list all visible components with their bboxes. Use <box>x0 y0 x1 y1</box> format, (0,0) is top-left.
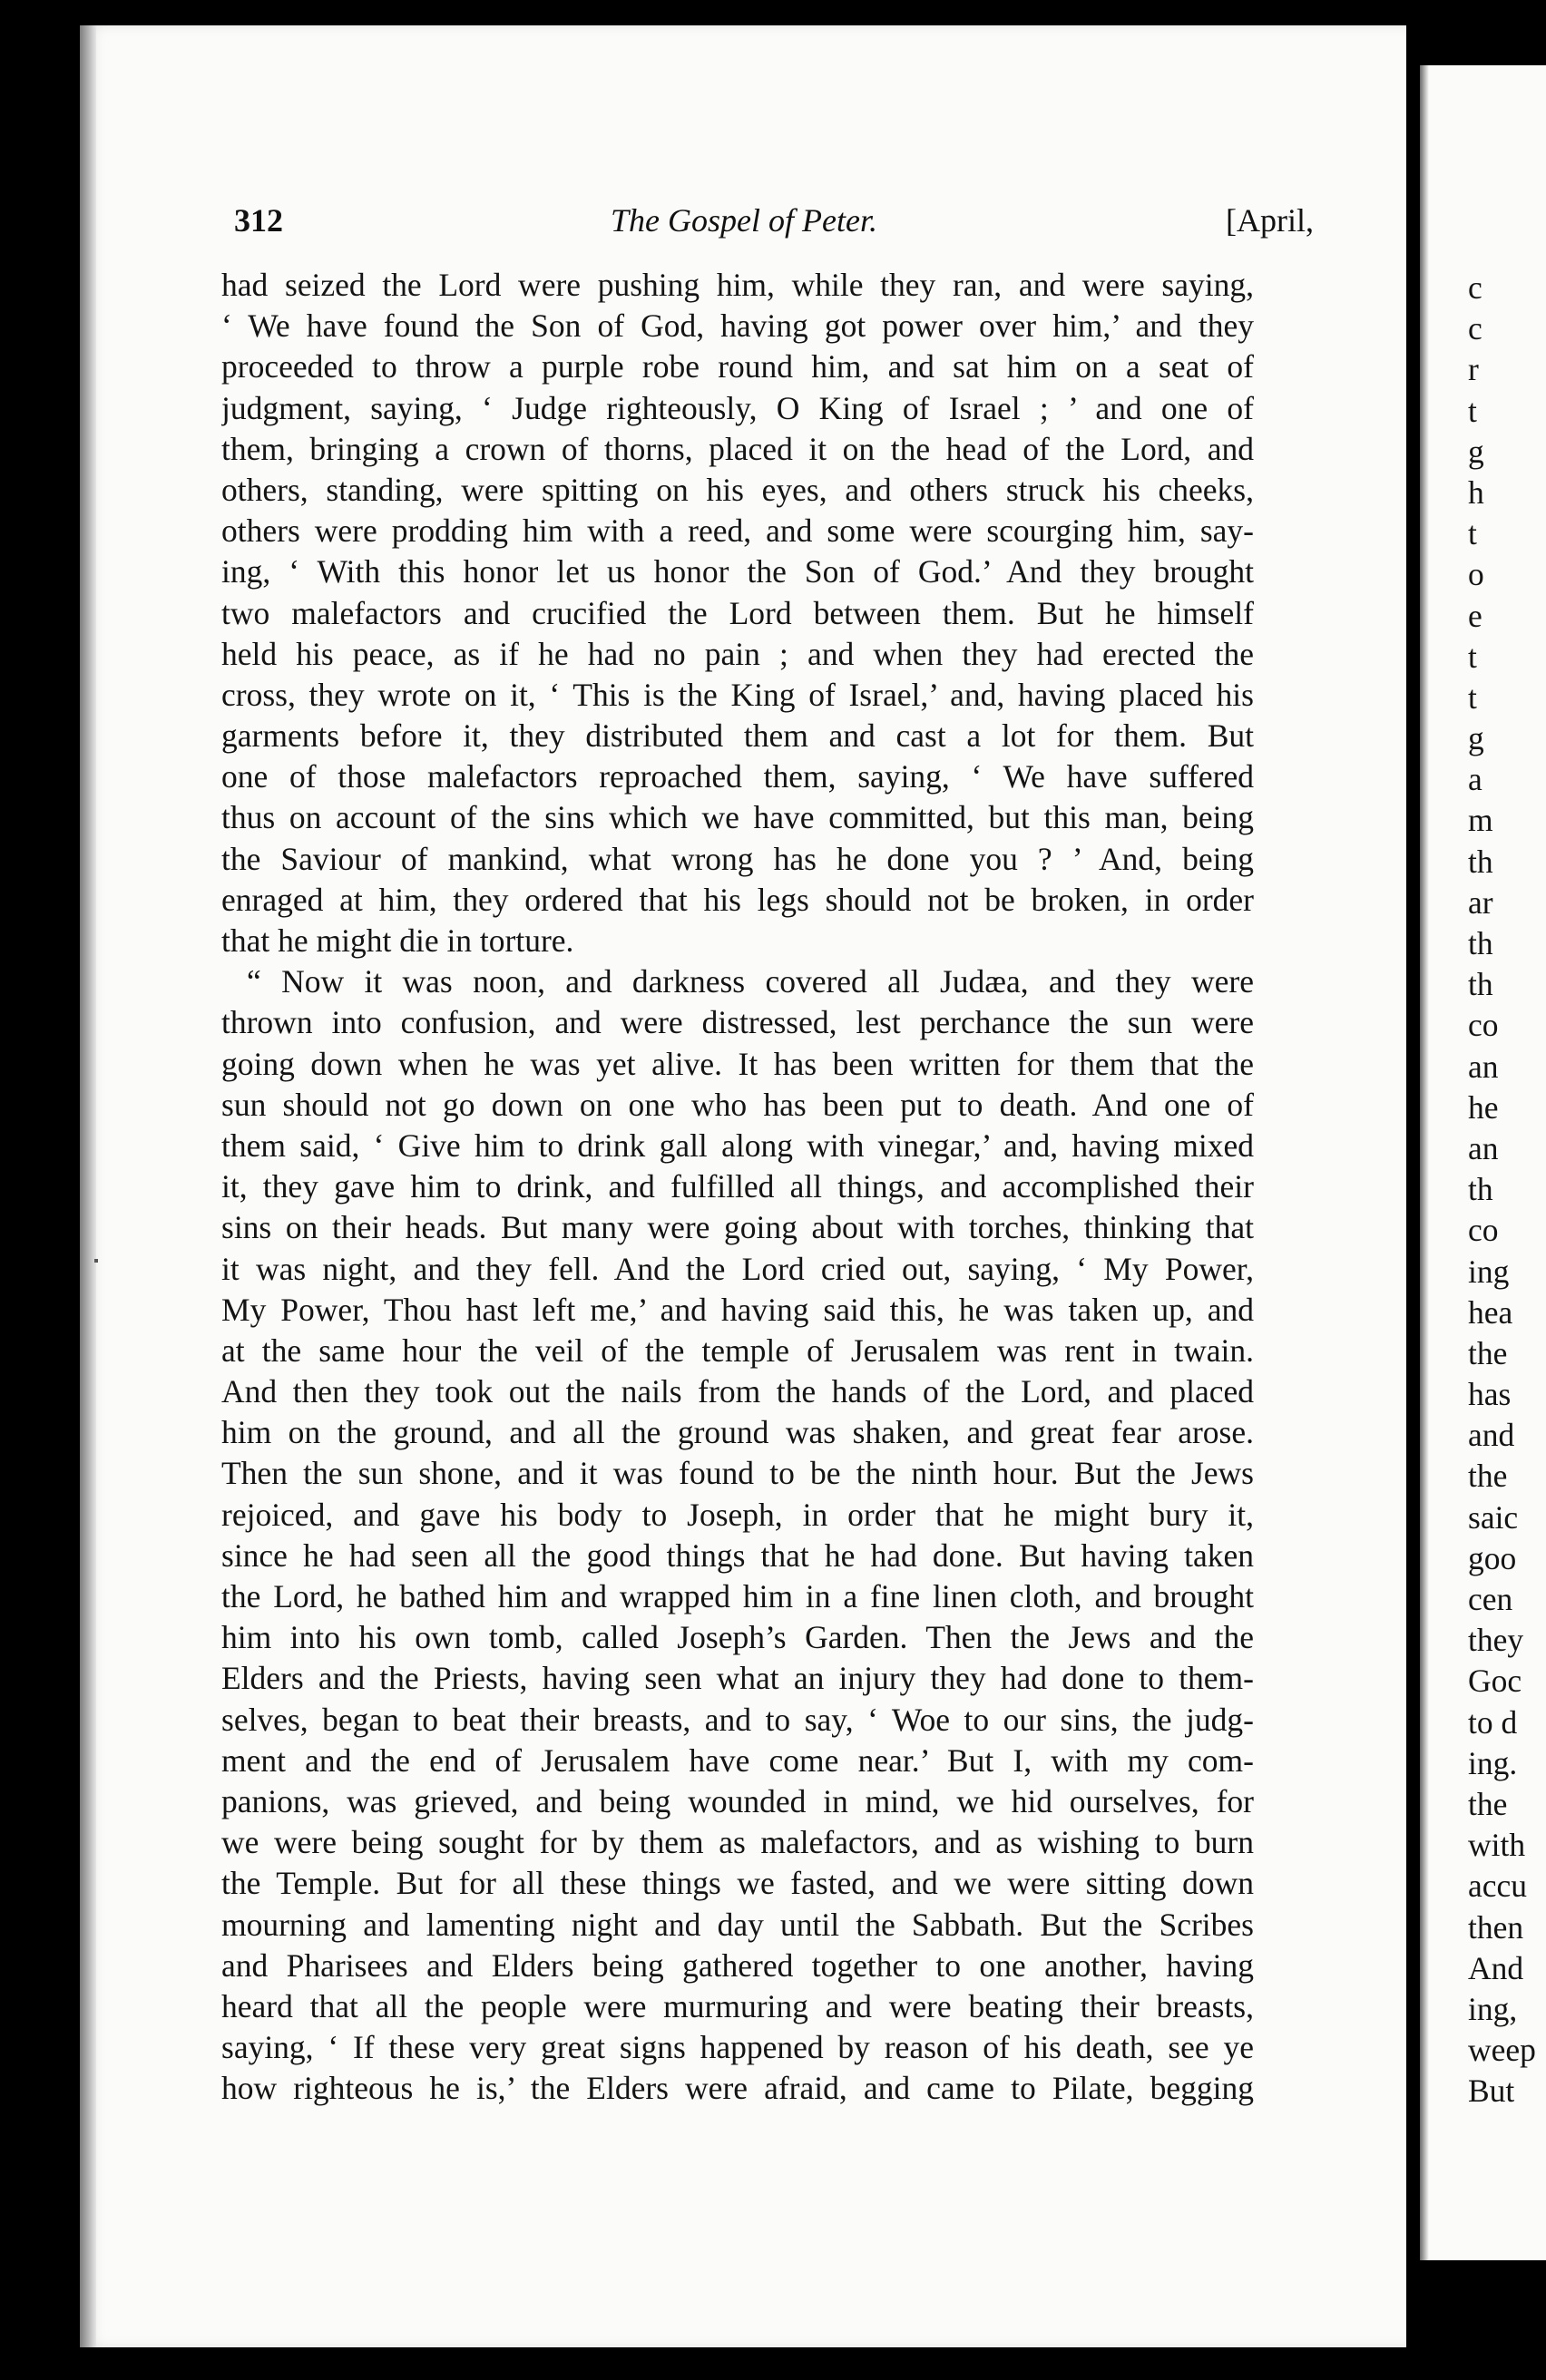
text-line: saying, ‘ If these very great signs happened by reason of his death, see ye <box>221 2029 1254 2066</box>
right-page-fragment: they <box>1468 1622 1524 1659</box>
right-page-fragment: th <box>1468 966 1493 1003</box>
right-page-fragment: t <box>1468 678 1477 716</box>
text-line: and Pharisees and Elders being gathered together to one another, having <box>221 1946 1254 1984</box>
text-line: ing, ‘ With this honor let us honor the Son of God.’ And they brought <box>221 553 1254 590</box>
right-page-fragment: m <box>1468 802 1493 839</box>
right-page-fragment: Goc <box>1468 1663 1522 1700</box>
right-page-fragment: hea <box>1468 1293 1513 1331</box>
right-page-fragment: t <box>1468 638 1477 675</box>
right-page-fragment: weep <box>1468 2032 1536 2069</box>
right-page-fragment: c <box>1468 310 1482 347</box>
right-page-fragment: co <box>1468 1212 1499 1249</box>
page-number: 312 <box>234 202 283 239</box>
text-line: ment and the end of Jerusalem have come near.’ But I, with my com- <box>221 1741 1254 1779</box>
page-header <box>234 198 1314 252</box>
right-page-fragment: goo <box>1468 1539 1517 1576</box>
right-page-fragment: the <box>1468 1458 1508 1495</box>
right-page-fragment: he <box>1468 1088 1499 1126</box>
text-line: selves, began to beat their breasts, and to say, ‘ Woe to our sins, the judg- <box>221 1701 1254 1738</box>
text-line: how righteous he is,’ the Elders were afraid, and came to Pilate, begging <box>221 2070 1254 2107</box>
right-page-fragment: r <box>1468 351 1479 388</box>
text-line: had seized the Lord were pushing him, while they ran, and were saying, <box>221 267 1254 303</box>
text-line: My Power, Thou hast left me,’ and having said this, he was taken up, and <box>221 1291 1254 1328</box>
running-title: The Gospel of Peter. <box>611 202 877 239</box>
right-page-fragment: But <box>1468 2073 1515 2110</box>
text-line: And then they took out the nails from the hands of the Lord, and placed <box>221 1373 1254 1410</box>
text-line: garments before it, they distributed them and cast a lot for them. But <box>221 717 1254 755</box>
text-line: two malefactors and crucified the Lord between them. But he himself <box>221 594 1254 631</box>
right-page-fragment: to d <box>1468 1703 1518 1741</box>
text-line: panions, was grieved, and being wounded in mind, we hid ourselves, for <box>221 1782 1254 1819</box>
text-line: the Temple. But for all these things we fasted, and we were sitting down <box>221 1865 1254 1902</box>
right-page-fragment: ing, <box>1468 1990 1518 2027</box>
text-line: sun should not go down on one who has been put to death. And one of <box>221 1086 1254 1123</box>
right-page-fragment: th <box>1468 925 1493 961</box>
right-page-fragment: And <box>1468 1949 1524 1986</box>
text-line: mourning and lamenting night and day until the Sabbath. But the Scribes <box>221 1906 1254 1943</box>
text-line: “ Now it was noon, and darkness covered all Judæa, and they were <box>247 963 1254 1000</box>
right-page-fragment: a <box>1468 761 1482 798</box>
right-page-fragment: saic <box>1468 1498 1519 1536</box>
scan-speck <box>94 1259 98 1263</box>
running-date: [April, <box>1226 202 1314 239</box>
right-page-fragment: an <box>1468 1129 1499 1166</box>
text-line: since he had seen all the good things that he had done. But having taken <box>221 1536 1254 1574</box>
right-page-fragment: t <box>1468 515 1477 552</box>
text-line: heard that all the people were murmuring and were beating their breasts, <box>221 1987 1254 2024</box>
right-page-fragment: g <box>1468 433 1484 470</box>
text-line: thus on account of the sins which we have committed, but this man, being <box>221 799 1254 836</box>
text-line: rejoiced, and gave his body to Joseph, in order that he might bury it, <box>221 1496 1254 1533</box>
text-line: at the same hour the veil of the temple of Jerusalem was rent in twain. <box>221 1331 1254 1369</box>
text-line: him into his own tomb, called Joseph’s Garden. Then the Jews and the <box>221 1619 1254 1656</box>
right-page-fragment: h <box>1468 473 1484 511</box>
text-line: going down when he was yet alive. It has been written for them that the <box>221 1045 1254 1082</box>
text-line: sins on their heads. But many were going about with torches, thinking that <box>221 1209 1254 1246</box>
body-text <box>221 265 1254 2109</box>
right-page-fragment: has <box>1468 1376 1512 1413</box>
text-line: Elders and the Priests, having seen what an injury they had done to them- <box>221 1660 1254 1697</box>
text-line: others were prodding him with a reed, and some were scourging him, say- <box>221 512 1254 550</box>
text-line: held his peace, as if he had no pain ; and when they had erected the <box>221 635 1254 672</box>
right-page-fragment: cen <box>1468 1581 1513 1617</box>
text-line: thrown into confusion, and were distressed, lest perchance the sun were <box>221 1004 1254 1041</box>
right-page-fragment: ar <box>1468 883 1493 921</box>
right-page-fragment: ing. <box>1468 1744 1518 1781</box>
text-line: them said, ‘ Give him to drink gall along with vinegar,’ and, having mixed <box>221 1127 1254 1164</box>
right-page-fragment: e <box>1468 597 1482 634</box>
text-line: proceeded to throw a purple robe round him, and sat him on a seat of <box>221 348 1254 385</box>
text-line: the Lord, he bathed him and wrapped him in a fine linen cloth, and brought <box>221 1578 1254 1614</box>
text-line: others, standing, were spitting on his eyes, and others struck his cheeks, <box>221 471 1254 508</box>
right-page-fragment: th <box>1468 1171 1493 1208</box>
right-page-fragment: c <box>1468 269 1482 306</box>
right-page-fragment: the <box>1468 1334 1508 1371</box>
right-page-fragment: accu <box>1468 1868 1528 1905</box>
right-page-fragment: with <box>1468 1827 1526 1864</box>
right-page-fragment: g <box>1468 720 1484 757</box>
text-line: Then the sun shone, and it was found to be the ninth hour. But the Jews <box>221 1455 1254 1492</box>
right-page-fragment: co <box>1468 1007 1499 1044</box>
right-page-fragment: t <box>1468 392 1477 429</box>
right-page-text-fragments <box>1468 268 1546 2112</box>
right-page-fragment: the <box>1468 1785 1508 1822</box>
right-page-fragment: an <box>1468 1048 1499 1085</box>
text-line: it was night, and they fell. And the Lord cried out, saying, ‘ My Power, <box>221 1250 1254 1287</box>
text-line: them, bringing a crown of thorns, placed it on the head of the Lord, and <box>221 430 1254 467</box>
right-page-fragment: o <box>1468 556 1484 593</box>
text-line: one of those malefactors reproached them, saying, ‘ We have suffered <box>221 758 1254 795</box>
right-page-fragment: then <box>1468 1908 1524 1946</box>
text-line: ‘ We have found the Son of God, having got power over him,’ and they <box>221 307 1254 345</box>
right-page-fragment: th <box>1468 843 1493 880</box>
text-line: it, they gave him to drink, and fulfilled all things, and accomplished their <box>221 1168 1254 1205</box>
text-line: we were being sought for by them as malefactors, and as wishing to burn <box>221 1824 1254 1861</box>
text-line: cross, they wrote on it, ‘ This is the King of Israel,’ and, having placed his <box>221 676 1254 713</box>
text-line: enraged at him, they ordered that his legs should not be broken, in order <box>221 881 1254 918</box>
text-line: the Saviour of mankind, what wrong has he done you ? ’ And, being <box>221 840 1254 877</box>
text-line: judgment, saying, ‘ Judge righteously, O King of Israel ; ’ and one of <box>221 389 1254 426</box>
text-line: that he might die in torture. <box>221 922 574 959</box>
right-page-fragment: and <box>1468 1417 1515 1454</box>
text-line: him on the ground, and all the ground was shaken, and great fear arose. <box>221 1414 1254 1451</box>
right-page-fragment: ing <box>1468 1253 1510 1290</box>
